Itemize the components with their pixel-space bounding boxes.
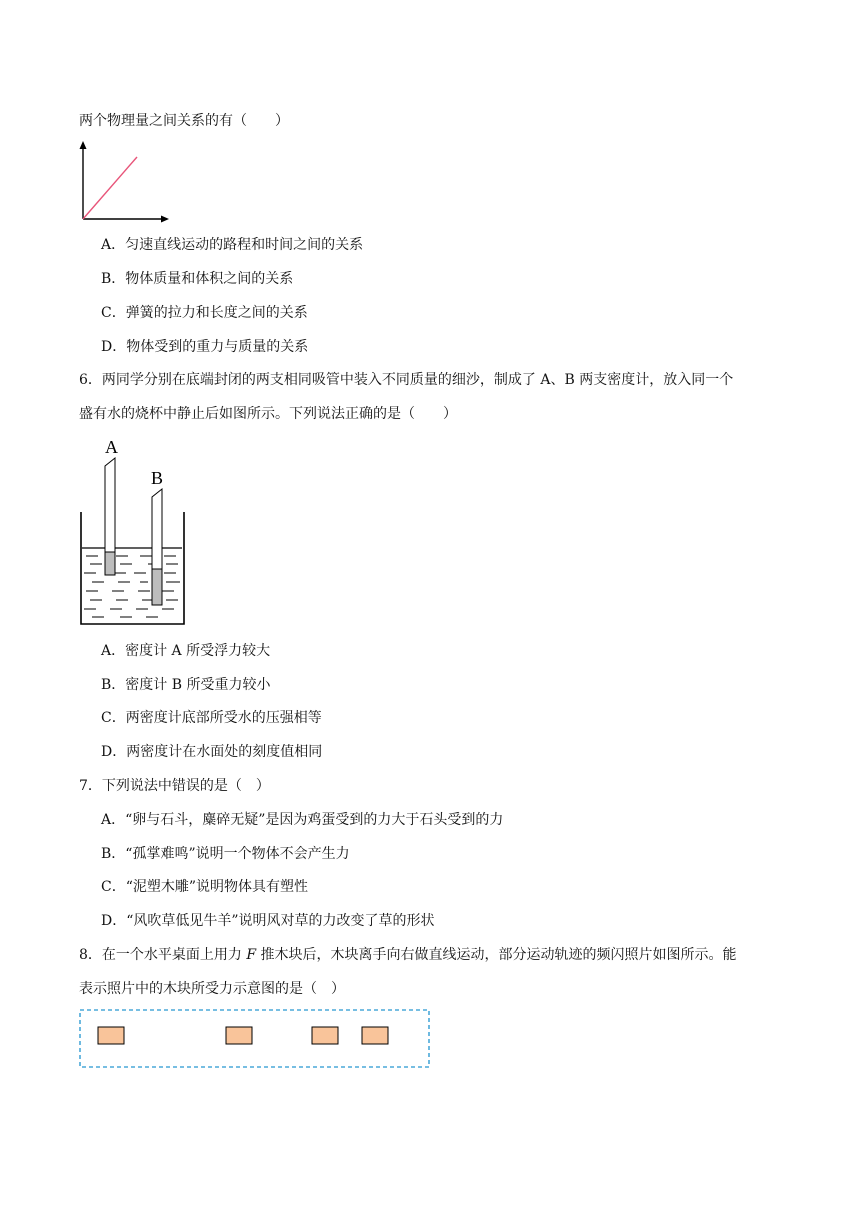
hydrometer-b: [152, 489, 162, 605]
beaker: [81, 512, 184, 624]
q5-graph: [74, 140, 174, 226]
q7-option-c: C．“泥塑木雕”说明物体具有塑性: [101, 879, 309, 895]
hydrometer-a-label: A: [105, 437, 118, 457]
q8-stem-line1-b: 推木块后，木块离手向右做直线运动，部分运动轨迹的频闪照片如图所示。能: [256, 947, 737, 963]
q8-stem-line2: 表示照片中的木块所受力示意图的是（ ）: [79, 981, 345, 997]
block-frame-3: [312, 1027, 338, 1044]
q8-stem-line1: [79, 945, 737, 965]
q6-option-d: D．两密度计在水面处的刻度值相同: [101, 744, 323, 760]
q7-option-d: D．“风吹草低见牛羊”说明风对草的力改变了草的形状: [101, 913, 435, 929]
q6-option-a: A．密度计 A 所受浮力较大: [101, 643, 271, 659]
q7-option-a: A．“卵与石斗，麋碎无疑”是因为鸡蛋受到的力大于石头受到的力: [101, 812, 504, 828]
block-frame-2: [226, 1027, 252, 1044]
water: [82, 548, 182, 617]
q8-force-variable: F: [246, 947, 257, 963]
q7-option-b: B．“孤掌难鸣”说明一个物体不会产生力: [101, 846, 350, 862]
q6-beaker-figure: [76, 434, 196, 630]
q5-option-b: B．物体质量和体积之间的关系: [101, 271, 294, 287]
q8-strobe-photo: [78, 1008, 432, 1070]
q7-stem: 7．下列说法中错误的是（ ）: [79, 778, 270, 794]
q5-option-a: A．匀速直线运动的路程和时间之间的关系: [101, 237, 364, 253]
q6-stem-line2: 盛有水的烧杯中静止后如图所示。下列说法正确的是（ ）: [79, 406, 457, 422]
q6-option-b: B．密度计 B 所受重力较小: [101, 677, 271, 693]
block-frame-1: [98, 1027, 124, 1044]
q6-option-c: C．两密度计底部所受水的压强相等: [101, 710, 322, 726]
q6-stem-line1: 6．两同学分别在底端封闭的两支相同吸管中装入不同质量的细沙，制成了 A、B 两支密度计，放入同一个: [79, 372, 734, 388]
hydrometer-a: [105, 458, 115, 575]
q8-stem-line1-a: 8．在一个水平桌面上用力: [79, 947, 247, 963]
q5-proportional-line: [83, 157, 137, 219]
q5-option-d: D．物体受到的重力与质量的关系: [101, 339, 309, 355]
hydrometer-b-label: B: [151, 468, 164, 488]
q5-stem: 两个物理量之间关系的有（ ）: [79, 113, 289, 129]
block-frame-4: [362, 1027, 388, 1044]
q5-option-c: C．弹簧的拉力和长度之间的关系: [101, 305, 308, 321]
